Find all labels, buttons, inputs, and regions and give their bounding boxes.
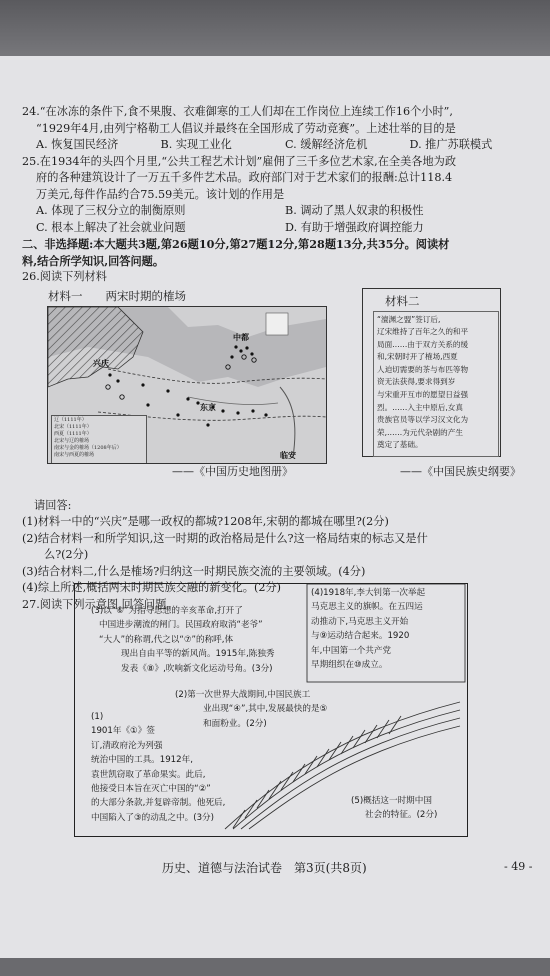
material2-line: “澶渊之盟”签订后, <box>377 314 441 324</box>
q26-question-1: (1)材料一中的“兴庆”是哪一政权的都城?1208年,宋朝的都城在哪里?(2分) <box>22 515 389 528</box>
material1-source: ——《中国历史地图册》 <box>172 464 293 478</box>
q24-option-a: A. 恢复国民经济 <box>36 138 119 151</box>
map-label-zhongdu: 中都 <box>233 331 249 342</box>
box3-line: 发表《⑧》,吹响新文化运动号角。(3分) <box>121 663 273 674</box>
material1-title: 材料一 两宋时期的榷场 <box>48 288 186 303</box>
q24-option-b: B. 实现工业化 <box>160 138 232 151</box>
section2-heading-line2: 料,结合所学知识,回答问题。 <box>22 253 165 268</box>
q24-options <box>22 137 534 154</box>
box2-line: 和面粉业。(2分) <box>203 718 267 729</box>
page-content <box>22 104 534 613</box>
q25-stem-line1: 25.在1934年的头四个月里,“公共工程艺术计划”雇佣了三千多位艺术家,在全美各地为政 <box>22 154 457 168</box>
q25-options-row2 <box>22 220 534 237</box>
box1-line: 1901年《①》签 <box>91 726 155 737</box>
q27-box5 <box>351 794 437 823</box>
material2-line: 与宋重开互市的愿望日益强 <box>377 390 469 400</box>
material2-line: 资无法获得,要求得到岁 <box>377 377 456 387</box>
box1-line: 订,清政府沦为列强 <box>91 740 163 751</box>
legend-item-song-jin-markets: 南宋与金的榷场（1208年后） <box>54 444 122 451</box>
material2-title: 材料二 <box>385 293 420 308</box>
q26-question-4: (4)综上所述,概括两宋时期民族交融的新变化。(2分) <box>22 581 282 594</box>
box3-line: (3)以“⑥”为指导思想的辛亥革命,打开了 <box>91 606 243 616</box>
q24-option-d: D. 推广苏联模式 <box>409 138 493 151</box>
box1-line: 的大部分条款,并复辟帝制。他死后, <box>91 798 226 809</box>
material2-text <box>373 311 499 457</box>
legend-item-northern-song: 北宋（1111年） <box>54 423 92 430</box>
q25-option-c: C. 根本上解决了社会就业问题 <box>36 220 186 234</box>
material2-line: 人迫切需要的茶与布匹等物 <box>377 364 469 374</box>
q24-stem-line1: 24.“在冰冻的条件下,食不果腹、衣难御寒的工人们却在工作岗位上连续工作16个小时”, <box>22 105 453 118</box>
q25-option-b: B. 调动了黑人奴隶的积极性 <box>285 204 424 217</box>
q25-stem-line3: 万美元,每件作品约合75.59美元。该计划的作用是 <box>36 187 285 201</box>
page-footer-title: 历史、道德与法治试卷 第3页(共8页) <box>162 861 367 875</box>
box3-line: 中国进步潮流的闸门。民国政府取消“老爷” <box>99 620 263 631</box>
box5-line: (5)概括这一时期中国 <box>351 796 432 806</box>
box4-line: 与⑨运动结合起来。1920 <box>311 631 410 642</box>
material2-line: 局面……由于双方关系的缓 <box>377 339 469 349</box>
q27-box4 <box>311 586 425 672</box>
q27-diagram <box>74 583 468 837</box>
map-label-dongjing: 东京 <box>200 401 216 412</box>
box3-line: 现出自由平等的新风尚。1915年,陈独秀 <box>121 649 275 660</box>
legend-item-liao: 辽（1111年） <box>54 416 87 423</box>
material2-box <box>362 288 501 457</box>
material2-line: 贵族官员等以学习汉文化为 <box>377 415 469 425</box>
section2-heading-line1: 二、非选择题:本大题共3题,第26题10分,第27题12分,第28题13分,共35分。阅读材 <box>22 237 450 251</box>
box1-line: 他接受日本旨在灭亡中国的“②” <box>91 784 211 795</box>
box4-line: 早期组织在⑩成立。 <box>311 660 388 671</box>
map-legend <box>51 415 147 464</box>
box1-line: 中国陷入了③的动乱之中。(3分) <box>91 812 215 823</box>
material2-line: 奠定了基础。 <box>377 440 423 450</box>
q26-materials <box>22 288 534 498</box>
box4-line: 动推动下,马克思主义开始 <box>311 616 409 627</box>
q25-option-a: A. 体现了三权分立的制衡原则 <box>36 204 186 217</box>
box1-line: 统治中国的工具。1912年, <box>91 755 193 766</box>
box4-line: 马克思主义的旗帜。在五四运 <box>311 602 423 613</box>
map-label-xingqing: 兴庆 <box>93 357 109 368</box>
q24-option-c: C. 缓解经济危机 <box>285 138 368 151</box>
box1-line: 袁世凯窃取了革命果实。此后, <box>91 769 206 780</box>
q26-question-2: (2)结合材料一和所学知识,这一时期的政治格局是什么?这一格局结束的标志又是什 <box>22 531 428 545</box>
q27-intro: 27.阅读下列示意图,回答问题。 <box>22 597 178 611</box>
q27-box1 <box>91 710 225 825</box>
photo-background-bottom <box>0 958 550 976</box>
box2-line: 业出现“④”,其中,发展最快的是⑤ <box>203 704 328 715</box>
legend-item-western-xia: 西夏（1111年） <box>54 430 92 437</box>
q26-ask: 请回答: <box>34 498 72 512</box>
photo-background-top <box>0 0 550 56</box>
box2-line: (2)第一次世界大战期间,中国民族工 <box>175 690 311 700</box>
material2-line: 和,宋朝时开了榷场,西夏 <box>377 352 458 362</box>
q25-stem-line2: 府的各种建筑设计了一万五千多件艺术品。政府部门对于艺术家们的报酬:总计118.4 <box>36 171 453 184</box>
material2-line: 烈。……入主中原后,女真 <box>377 402 463 412</box>
q26-intro: 26.阅读下列材料 <box>22 270 107 283</box>
page-number: - 49 - <box>504 860 533 873</box>
q24-stem-line2: “1929年4月,由列宁格勒工人倡议并最终在全国形成了劳动竞赛”。上述壮举的目的是 <box>36 121 456 135</box>
box1-line: (1) <box>91 712 104 722</box>
box5-line: 社会的特征。(2分) <box>365 810 438 821</box>
song-dynasty-map <box>47 306 327 464</box>
legend-item-song-liao-markets: 北宋与辽的榷场 <box>54 437 90 444</box>
q26-question-3: (3)结合材料二,什么是榷场?归纳这一时期民族交流的主要领域。(4分) <box>22 564 366 578</box>
material2-line: 荣,……为元代杂剧的产生 <box>377 427 463 437</box>
map-label-linan: 临安 <box>280 449 296 460</box>
box3-line: “大人”的称谓,代之以“⑦”的称呼,体 <box>99 634 234 645</box>
q26-question-2-cont: 么?(2分) <box>44 548 89 561</box>
q25-options-row1 <box>22 203 534 220</box>
box4-line: 年,中国第一个共产党 <box>311 645 392 656</box>
box4-line: (4)1918年,李大钊第一次举起 <box>311 588 426 598</box>
q25-option-d: D. 有助于增强政府调控能力 <box>285 220 424 234</box>
material2-source: ——《中国民族史纲要》 <box>400 464 521 478</box>
q27-box3 <box>91 604 275 676</box>
legend-item-song-xia-markets: 南宋与西夏的榷场 <box>54 451 95 458</box>
material2-line: 辽宋维持了百年之久的和平 <box>377 327 469 337</box>
